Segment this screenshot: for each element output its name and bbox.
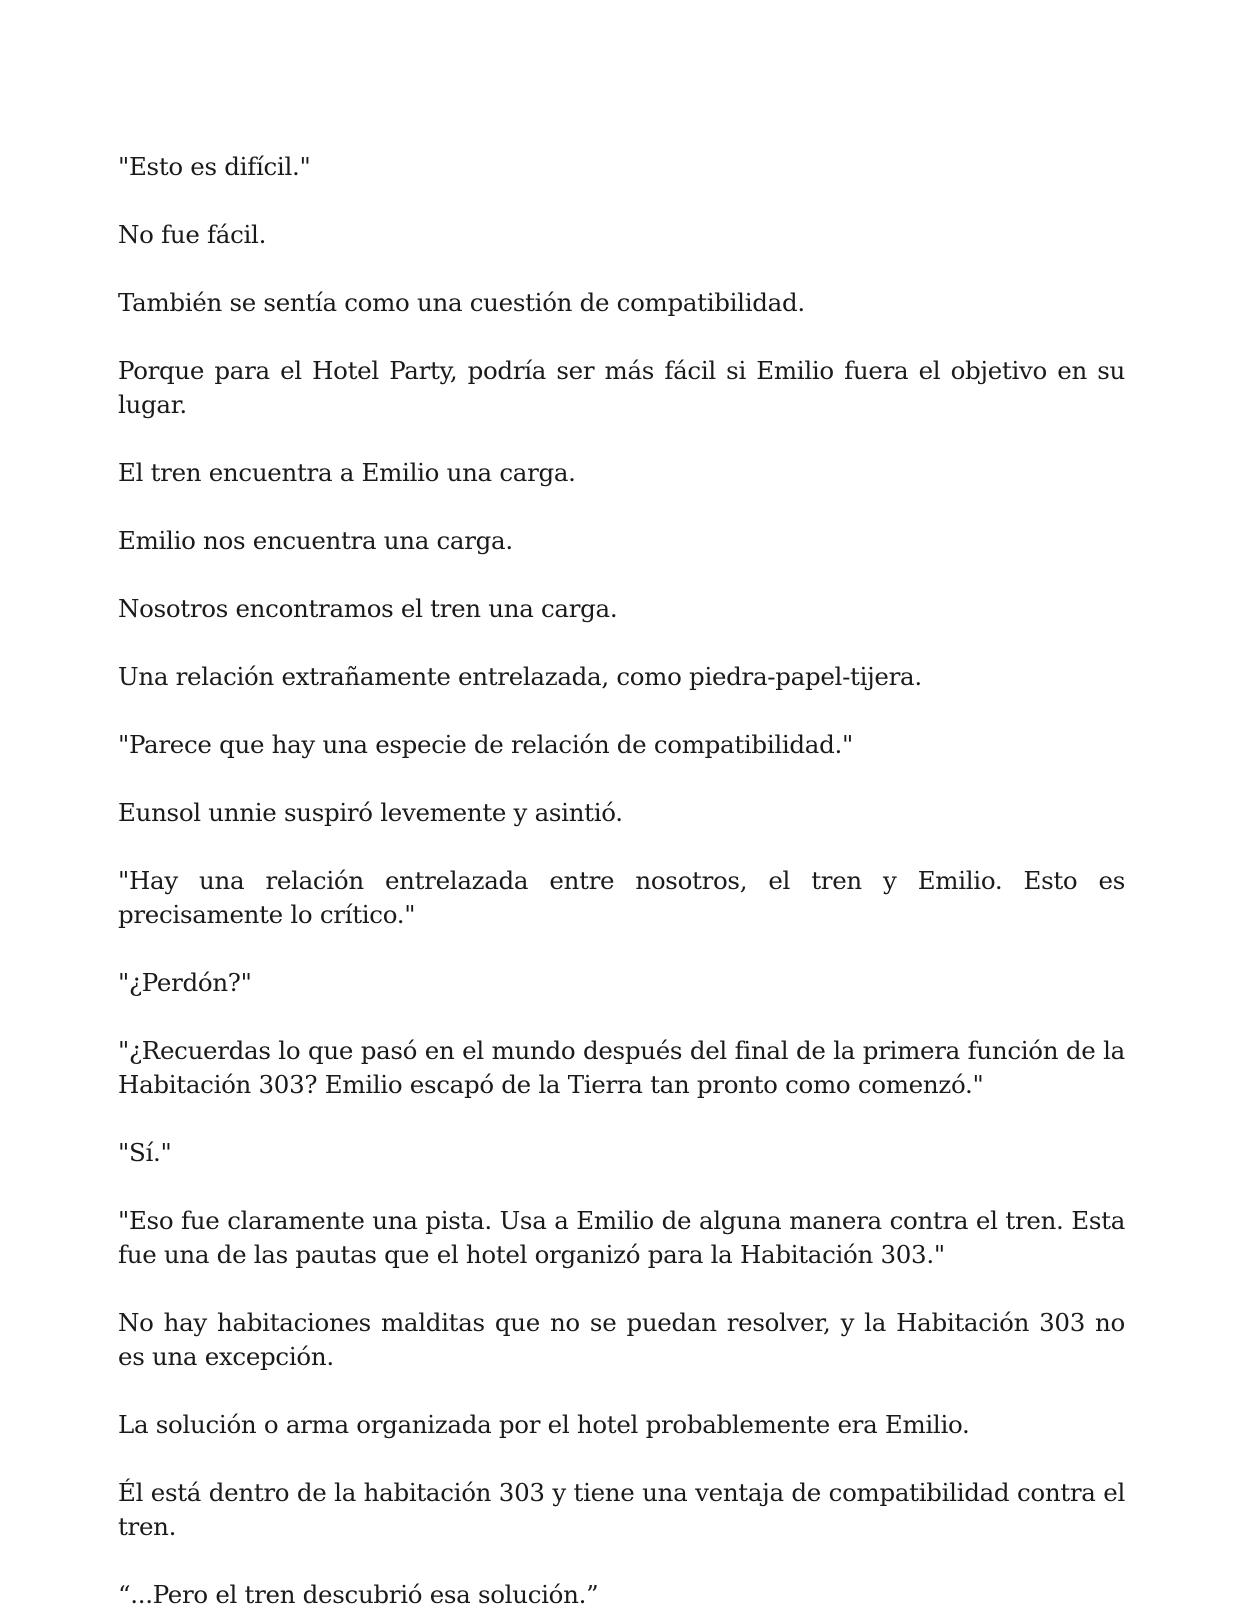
paragraph: "Hay una relación entrelazada entre nosotros, el tren y Emilio. Esto es precisamente lo crítico." bbox=[118, 866, 1125, 929]
paragraph: Emilio nos encuentra una carga. bbox=[118, 526, 513, 555]
paragraph: "Esto es difícil." bbox=[118, 152, 311, 181]
paragraph: También se sentía como una cuestión de compatibilidad. bbox=[118, 288, 805, 317]
paragraph: Nosotros encontramos el tren una carga. bbox=[118, 594, 618, 623]
paragraph: El tren encuentra a Emilio una carga. bbox=[118, 458, 576, 487]
paragraph: Eunsol unnie suspiró levemente y asintió. bbox=[118, 798, 623, 827]
paragraph: La solución o arma organizada por el hotel probablemente era Emilio. bbox=[118, 1410, 970, 1439]
paragraph: Él está dentro de la habitación 303 y tiene una ventaja de compatibilidad contra el tren. bbox=[118, 1478, 1125, 1541]
paragraph: Una relación extrañamente entrelazada, como piedra-papel-tijera. bbox=[118, 662, 922, 691]
paragraph: "¿Perdón?" bbox=[118, 968, 252, 997]
paragraph: "Sí." bbox=[118, 1138, 172, 1167]
paragraph: “...Pero el tren descubrió esa solución.” bbox=[118, 1580, 599, 1609]
paragraph: "Eso fue claramente una pista. Usa a Emilio de alguna manera contra el tren. Esta fue una de las pautas que el hotel organizó para la Habitación 303." bbox=[118, 1206, 1125, 1269]
paragraph: No fue fácil. bbox=[118, 220, 267, 249]
paragraph: "Parece que hay una especie de relación de compatibilidad." bbox=[118, 730, 853, 759]
paragraph: "¿Recuerdas lo que pasó en el mundo después del final de la primera función de la Habitación 303? Emilio escapó de la Tierra tan pronto como comenzó." bbox=[118, 1036, 1125, 1099]
paragraph: Porque para el Hotel Party, podría ser más fácil si Emilio fuera el objetivo en su lugar. bbox=[118, 356, 1125, 419]
document-body bbox=[118, 150, 1125, 1617]
paragraph: No hay habitaciones malditas que no se puedan resolver, y la Habitación 303 no es una excepción. bbox=[118, 1308, 1125, 1371]
